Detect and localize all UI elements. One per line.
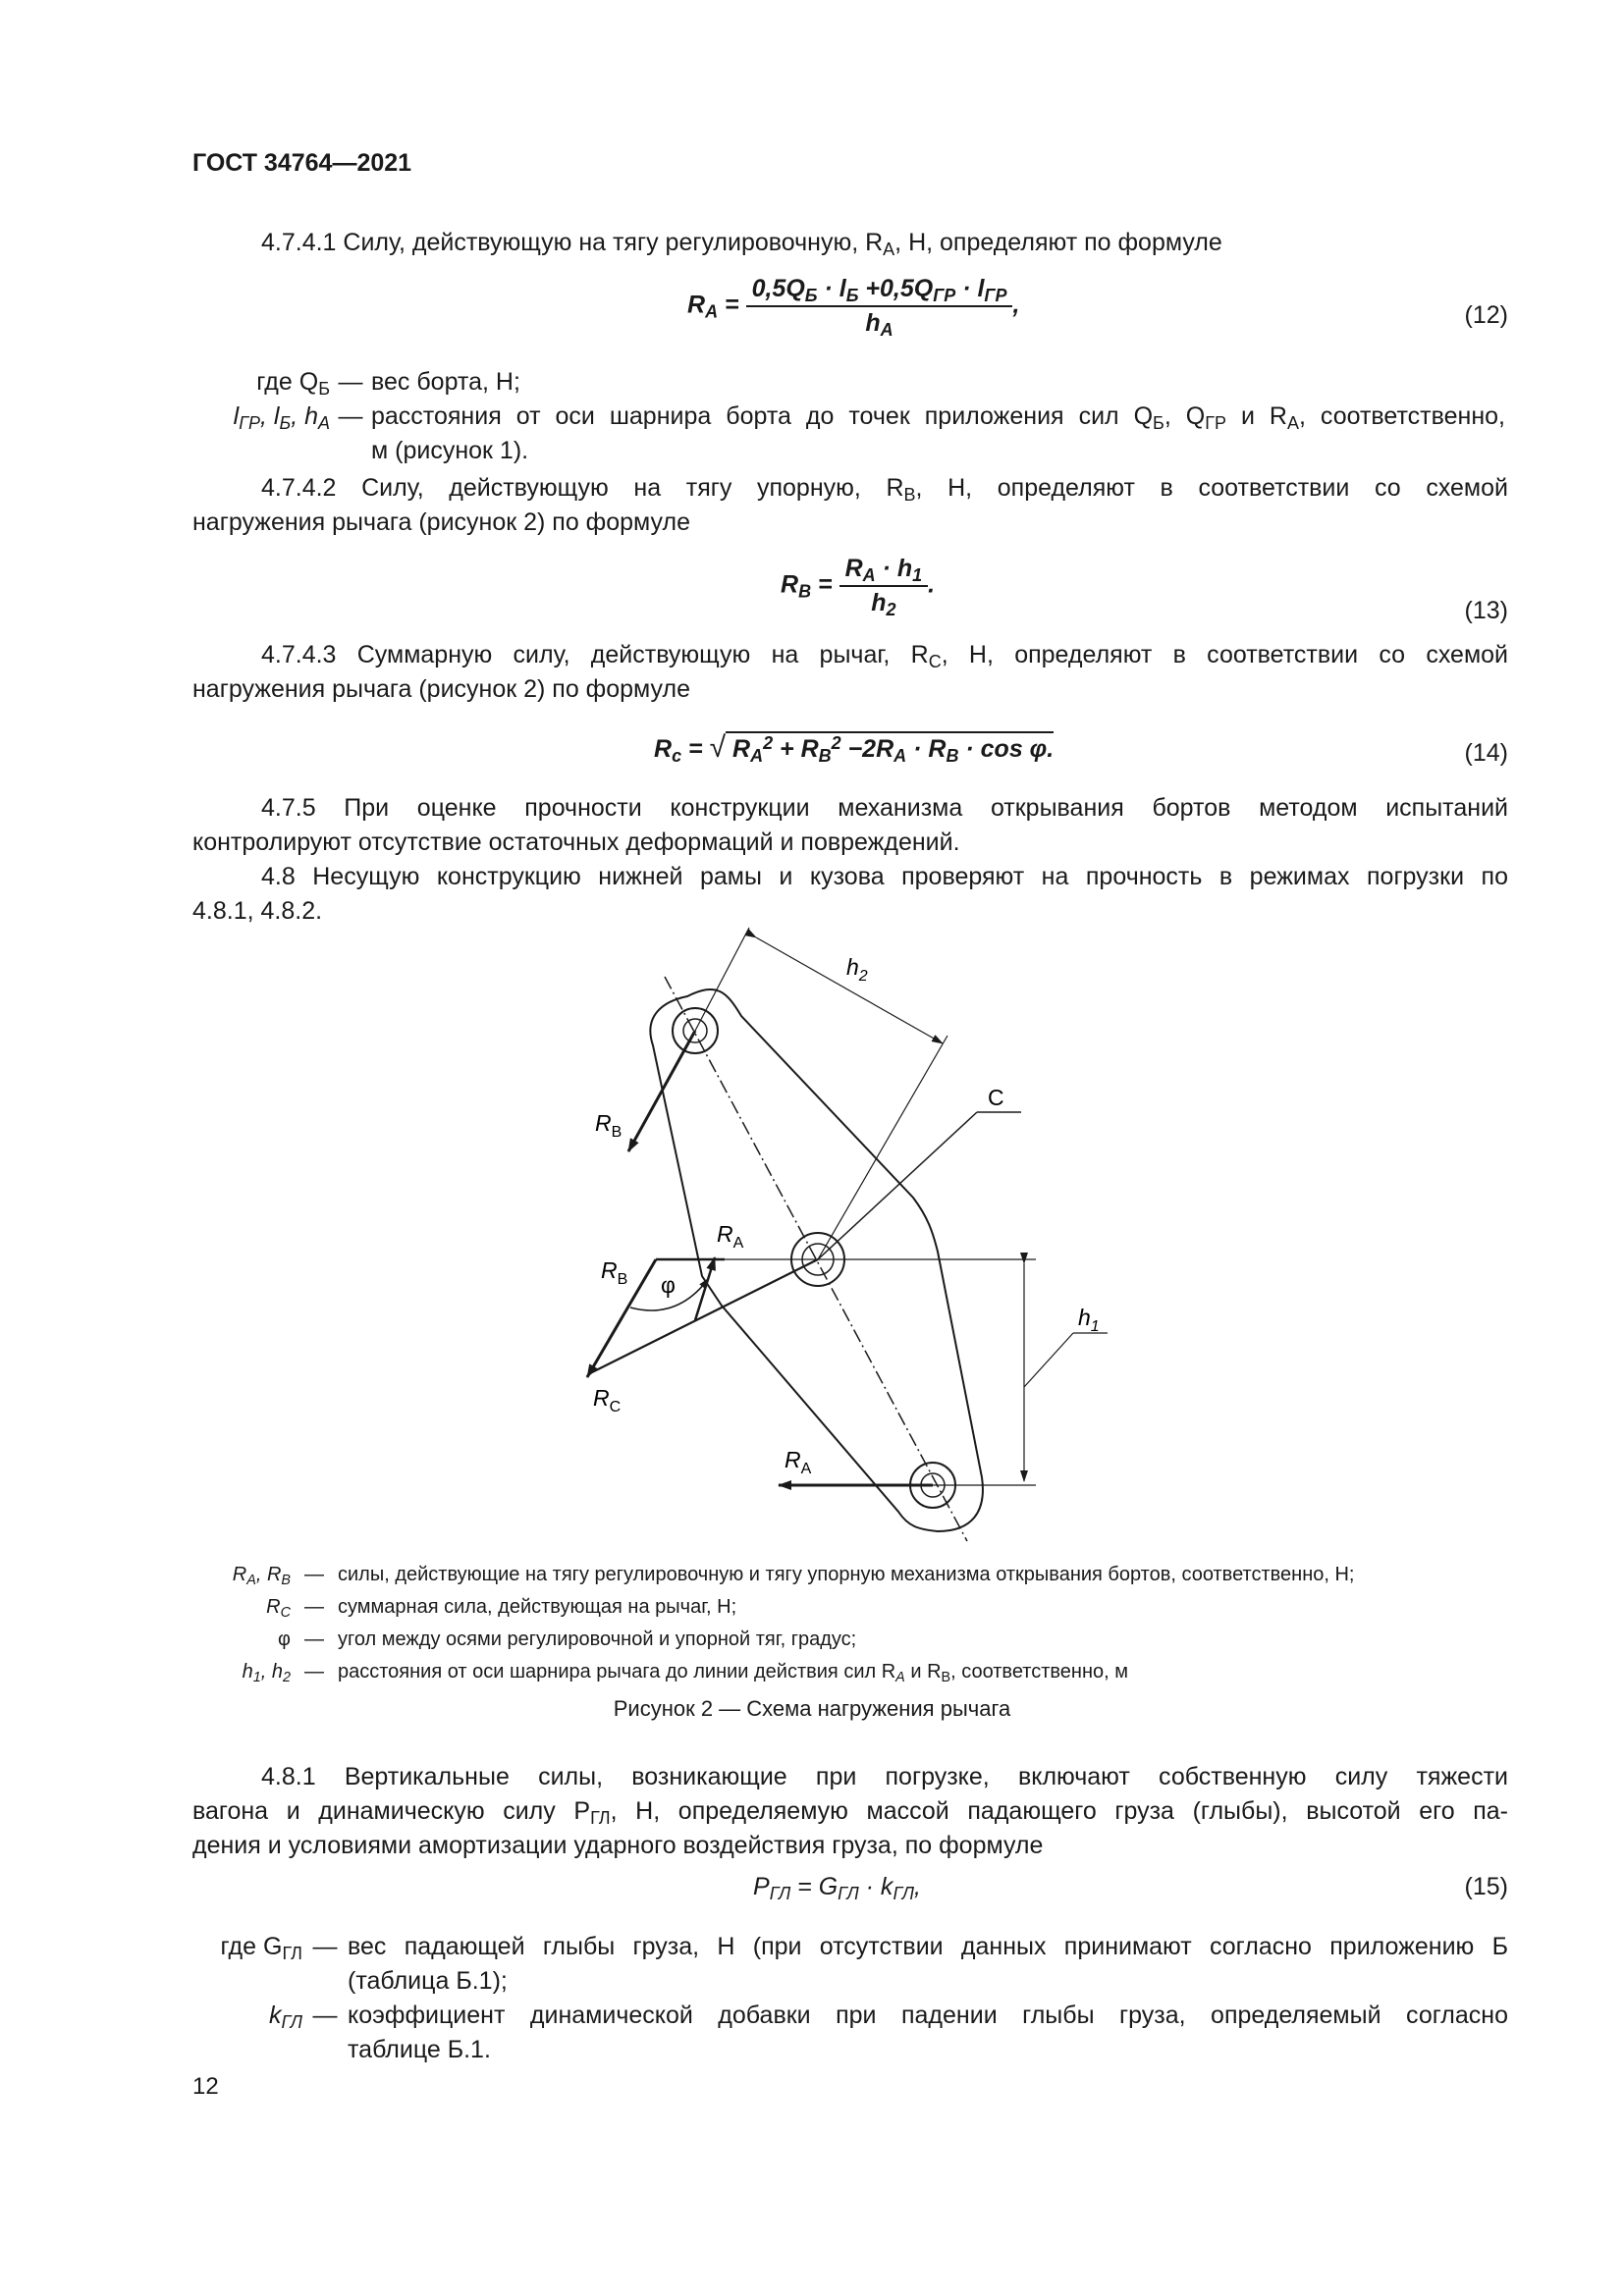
equation-number-12: (12) [1464,301,1508,329]
formula-13: $R_B$ = $\frac{R_A \cdot h_1}{h_2}$ . [781,555,936,620]
where-item-k: $k_{ГЛ}$ — коэффициент динамической добавки при падении глыбы груза, определяемый согласно таблице Б.1. [268,2002,1508,2063]
legend-item: $R_C$ — суммарная сила, действующая на рычаг, Н; [266,1596,737,1622]
label-c: C [988,1085,1004,1110]
label-rb-top: $R_B$ [595,1110,623,1141]
label-phi: φ [661,1272,676,1298]
legend-item: $R_A$, $R_B$ — силы, действующие на тягу регулировочную и тягу упорную механизма открывания бортов, соответственно, Н; [232,1564,1355,1589]
h1-leader-line [1024,1333,1073,1387]
legend-item: $h_1$, $h_2$ — расстояния от оси шарнира рычага до линии действия сил $R_A$ и $R_B$, соответственно, м [242,1661,1128,1686]
label-rc: $R_C$ [593,1385,622,1415]
formula-12: $R_A$ = $\frac{0,5Q_Б \cdot l_Б +0,5Q_{ГР} \cdot l_{ГР}}{h_A}$ , [687,275,1020,341]
paragraph-4-7-4-3: 4.7.4.3 Суммарную силу, действующую на рычаг, $R_С$, Н, определяют в соответствии со схемой нагружения рычага (рисунок 2) по формуле [192,641,1508,703]
where-item-g: где $G_{ГЛ}$ — вес падающей глыбы груза, Н (при отсутствии данных принимают согласно приложению Б (таблица Б.1); [220,1933,1508,1995]
label-h2: $h_2$ [846,954,868,985]
sqrt-icon: √ [709,731,727,764]
paragraph-4-7-4-2: 4.7.4.2 Силу, действующую на тягу упорную, $R_В$, Н, определяют в соответствии со схемой нагружения рычага (рисунок 2) по формуле [192,474,1508,536]
formula-14: $R_c$ = √ $R_A^2 + R_B^2 -2R_A \cdot R_B \cdot \cos \varphi$. [654,731,1055,767]
paragraph-4-8-1: 4.8.1 Вертикальные силы, возникающие при погрузке, включают собственную силу тяжести вагона и динамическую силу $P_{ГЛ}$, Н, определяемую массой падающего груза (глыбы), высотой его па- дения и условиями амортизации ударного воздействия груза, по формуле [192,1763,1508,1859]
figure-caption: Рисунок 2 — Схема нагружения рычага [613,1696,1011,1721]
paragraph-4-8: 4.8 Несущую конструкцию нижней рамы и кузова проверяют на прочность в режимах погрузки по 4.8.1, 4.8.2. [192,863,1508,925]
force-rb-top-arrow [628,1031,695,1151]
where-item-q: где $Q_Б$ — вес борта, Н; [256,368,520,400]
label-ra-bottom: $R_A$ [785,1447,812,1477]
page-number: 12 [192,2073,219,2100]
paragraph-4-7-5: 4.7.5 При оценке прочности конструкции механизма открывания бортов методом испытаний контролируют отсутствие остаточных деформаций и повреждений. [192,794,1508,856]
label-rb-mid: $R_B$ [601,1257,628,1288]
legend-item: φ — угол между осями регулировочной и упорной тяг, градус; [278,1629,857,1650]
formula-15: $P_{ГЛ} = G_{ГЛ} \cdot k_{ГЛ}$, [753,1873,921,1904]
equation-number-13: (13) [1464,597,1508,624]
paragraph-4-7-4-1: 4.7.4.1 Силу, действующую на тягу регулировочную, $R_А$, Н, определяют по формуле [261,229,1222,260]
document-header: ГОСТ 34764—2021 [192,149,412,177]
c-leader-line [818,1112,977,1259]
equation-number-15: (15) [1464,1873,1508,1900]
equation-number-14: (14) [1464,739,1508,767]
where-item-distances: $l_{ГР}$, $l_Б$, $h_А$ — расстояния от оси шарнира борта до точек приложения сил $Q_Б$, $Q_{ГР}$ и $R_А$, соответственно, м (рисунок 1). [233,402,1505,464]
h2-extension-line-2 [818,1036,947,1259]
label-ra-mid: $R_A$ [717,1221,744,1252]
force-ra-mid-arrow [695,1257,715,1320]
label-h1: $h_1$ [1078,1305,1100,1335]
figure-legend [192,1559,1547,1688]
